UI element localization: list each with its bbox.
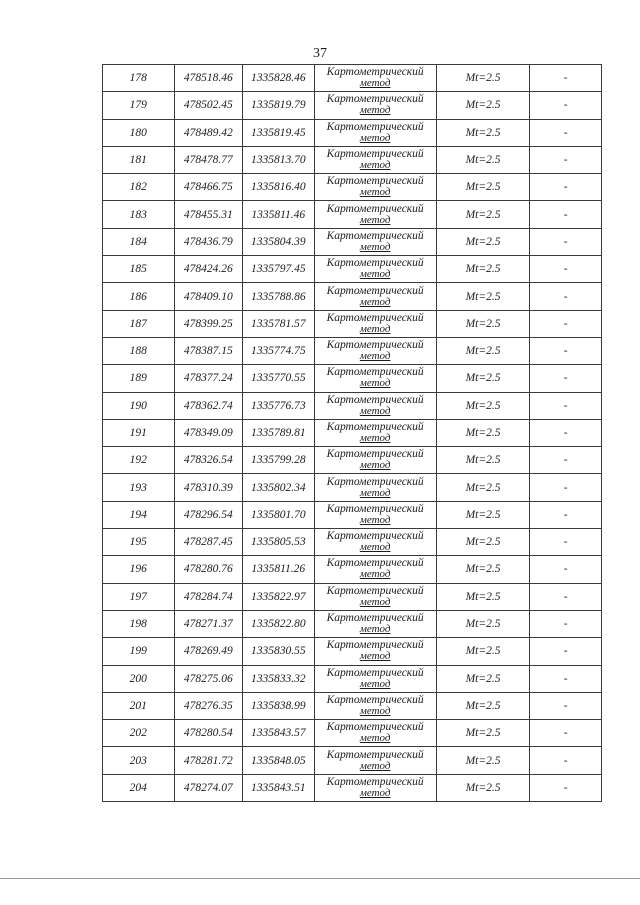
point-number-cell: 194	[103, 501, 175, 528]
y-coordinate-cell: 1335781.57	[243, 310, 315, 337]
table-row	[103, 665, 602, 692]
remark-cell: -	[530, 256, 602, 283]
y-coordinate-cell: 1335774.75	[243, 337, 315, 364]
method-sublabel: метод	[359, 268, 391, 281]
y-coordinate-cell: 1335819.45	[243, 119, 315, 146]
method-cell	[314, 65, 436, 92]
accuracy-cell: Mt=2.5	[436, 92, 530, 119]
accuracy-cell: Mt=2.5	[436, 337, 530, 364]
method-label: Картометрический	[326, 639, 424, 652]
accuracy-cell: Mt=2.5	[436, 365, 530, 392]
y-coordinate-cell: 1335811.26	[243, 556, 315, 583]
method-cell	[314, 529, 436, 556]
method-sublabel: метод	[359, 377, 391, 390]
x-coordinate-cell: 478296.54	[174, 501, 242, 528]
remark-cell: -	[530, 119, 602, 146]
x-coordinate-cell: 478377.24	[174, 365, 242, 392]
method-sublabel: метод	[359, 568, 391, 581]
remark-cell: -	[530, 283, 602, 310]
method-label: Картометрический	[326, 612, 424, 625]
method-label: Картометрический	[326, 748, 424, 761]
y-coordinate-cell: 1335822.97	[243, 583, 315, 610]
accuracy-cell: Mt=2.5	[436, 692, 530, 719]
accuracy-cell: Mt=2.5	[436, 529, 530, 556]
method-cell	[314, 337, 436, 364]
remark-cell: -	[530, 610, 602, 637]
accuracy-cell: Mt=2.5	[436, 556, 530, 583]
method-cell	[314, 283, 436, 310]
method-cell	[314, 501, 436, 528]
method-cell	[314, 583, 436, 610]
y-coordinate-cell: 1335813.70	[243, 146, 315, 173]
point-number-cell: 188	[103, 337, 175, 364]
method-cell	[314, 747, 436, 774]
table-row	[103, 610, 602, 637]
x-coordinate-cell: 478424.26	[174, 256, 242, 283]
x-coordinate-cell: 478274.07	[174, 774, 242, 801]
table-row	[103, 638, 602, 665]
accuracy-cell: Mt=2.5	[436, 774, 530, 801]
method-cell	[314, 610, 436, 637]
point-number-cell: 190	[103, 392, 175, 419]
method-sublabel: метод	[359, 459, 391, 472]
accuracy-cell: Mt=2.5	[436, 447, 530, 474]
remark-cell: -	[530, 65, 602, 92]
accuracy-cell: Mt=2.5	[436, 310, 530, 337]
point-number-cell: 187	[103, 310, 175, 337]
method-label: Картометрический	[326, 421, 424, 433]
table-row	[103, 310, 602, 337]
x-coordinate-cell: 478489.42	[174, 119, 242, 146]
x-coordinate-cell: 478281.72	[174, 747, 242, 774]
point-number-cell: 199	[103, 638, 175, 665]
table-row	[103, 92, 602, 119]
remark-cell: -	[530, 665, 602, 692]
x-coordinate-cell: 478466.75	[174, 174, 242, 201]
method-label: Картометрический	[326, 530, 424, 543]
method-cell	[314, 392, 436, 419]
remark-cell: -	[530, 447, 602, 474]
method-cell	[314, 692, 436, 719]
point-number-cell: 183	[103, 201, 175, 228]
method-sublabel: метод	[359, 541, 391, 554]
method-cell	[314, 92, 436, 119]
x-coordinate-cell: 478502.45	[174, 92, 242, 119]
table-row	[103, 720, 602, 747]
remark-cell: -	[530, 583, 602, 610]
accuracy-cell: Mt=2.5	[436, 65, 530, 92]
method-sublabel: метод	[359, 486, 391, 499]
method-cell	[314, 665, 436, 692]
method-label: Картометрический	[326, 366, 424, 379]
method-sublabel: метод	[359, 513, 391, 526]
x-coordinate-cell: 478271.37	[174, 610, 242, 637]
method-sublabel: метод	[359, 104, 391, 117]
y-coordinate-cell: 1335789.81	[243, 419, 315, 446]
accuracy-cell: Mt=2.5	[436, 474, 530, 501]
y-coordinate-cell: 1335811.46	[243, 201, 315, 228]
table-row	[103, 256, 602, 283]
method-sublabel: метод	[359, 77, 391, 90]
remark-cell: -	[530, 310, 602, 337]
accuracy-cell: Mt=2.5	[436, 665, 530, 692]
method-label: Картометрический	[326, 666, 424, 679]
remark-cell: -	[530, 720, 602, 747]
x-coordinate-cell: 478478.77	[174, 146, 242, 173]
table-row	[103, 447, 602, 474]
method-label: Картометрический	[326, 257, 424, 270]
method-cell	[314, 474, 436, 501]
method-label: Картометрический	[326, 229, 424, 242]
point-number-cell: 179	[103, 92, 175, 119]
accuracy-cell: Mt=2.5	[436, 392, 530, 419]
remark-cell: -	[530, 529, 602, 556]
remark-cell: -	[530, 556, 602, 583]
x-coordinate-cell: 478349.09	[174, 419, 242, 446]
accuracy-cell: Mt=2.5	[436, 201, 530, 228]
table-row	[103, 474, 602, 501]
y-coordinate-cell: 1335838.99	[243, 692, 315, 719]
method-cell	[314, 365, 436, 392]
method-sublabel: метод	[359, 704, 391, 717]
method-label: Картометрический	[326, 557, 424, 570]
table-row	[103, 501, 602, 528]
point-number-cell: 178	[103, 65, 175, 92]
point-number-cell: 203	[103, 747, 175, 774]
table-row	[103, 583, 602, 610]
remark-cell: -	[530, 337, 602, 364]
point-number-cell: 200	[103, 665, 175, 692]
method-cell	[314, 720, 436, 747]
table-row	[103, 529, 602, 556]
method-sublabel: метод	[359, 650, 391, 663]
y-coordinate-cell: 1335843.51	[243, 774, 315, 801]
method-label: Картометрический	[326, 311, 424, 324]
y-coordinate-cell: 1335828.46	[243, 65, 315, 92]
coordinates-table	[102, 64, 602, 802]
method-label: Картометрический	[326, 693, 424, 706]
point-number-cell: 204	[103, 774, 175, 801]
point-number-cell: 189	[103, 365, 175, 392]
method-sublabel: метод	[359, 350, 391, 363]
method-sublabel: метод	[359, 240, 391, 253]
x-coordinate-cell: 478310.39	[174, 474, 242, 501]
method-sublabel: метод	[359, 623, 391, 636]
remark-cell: -	[530, 419, 602, 446]
table-row	[103, 201, 602, 228]
footer-divider	[0, 878, 640, 879]
method-sublabel: метод	[359, 732, 391, 745]
table-row	[103, 556, 602, 583]
remark-cell: -	[530, 692, 602, 719]
y-coordinate-cell: 1335801.70	[243, 501, 315, 528]
method-cell	[314, 774, 436, 801]
accuracy-cell: Mt=2.5	[436, 228, 530, 255]
x-coordinate-cell: 478455.31	[174, 201, 242, 228]
method-sublabel: метод	[359, 759, 391, 772]
method-cell	[314, 310, 436, 337]
remark-cell: -	[530, 747, 602, 774]
x-coordinate-cell: 478409.10	[174, 283, 242, 310]
y-coordinate-cell: 1335805.53	[243, 529, 315, 556]
remark-cell: -	[530, 92, 602, 119]
x-coordinate-cell: 478326.54	[174, 447, 242, 474]
table-row	[103, 174, 602, 201]
y-coordinate-cell: 1335830.55	[243, 638, 315, 665]
table-row	[103, 65, 602, 92]
method-label: Картометрический	[326, 584, 424, 597]
table-row	[103, 283, 602, 310]
method-sublabel: метод	[359, 159, 391, 172]
table-row	[103, 365, 602, 392]
method-sublabel: метод	[359, 595, 391, 608]
method-cell	[314, 419, 436, 446]
accuracy-cell: Mt=2.5	[436, 419, 530, 446]
point-number-cell: 182	[103, 174, 175, 201]
remark-cell: -	[530, 474, 602, 501]
y-coordinate-cell: 1335848.05	[243, 747, 315, 774]
x-coordinate-cell: 478387.15	[174, 337, 242, 364]
x-coordinate-cell: 478399.25	[174, 310, 242, 337]
method-label: Картометрический	[326, 93, 424, 106]
method-sublabel: метод	[359, 131, 391, 144]
x-coordinate-cell: 478269.49	[174, 638, 242, 665]
point-number-cell: 196	[103, 556, 175, 583]
remark-cell: -	[530, 146, 602, 173]
y-coordinate-cell: 1335797.45	[243, 256, 315, 283]
remark-cell: -	[530, 365, 602, 392]
x-coordinate-cell: 478287.45	[174, 529, 242, 556]
method-label: Картометрический	[326, 175, 424, 188]
table-row	[103, 146, 602, 173]
accuracy-cell: Mt=2.5	[436, 283, 530, 310]
table-row	[103, 747, 602, 774]
remark-cell: -	[530, 228, 602, 255]
point-number-cell: 198	[103, 610, 175, 637]
point-number-cell: 197	[103, 583, 175, 610]
method-sublabel: метод	[359, 404, 391, 417]
y-coordinate-cell: 1335770.55	[243, 365, 315, 392]
method-label: Картометрический	[326, 339, 424, 352]
method-cell	[314, 174, 436, 201]
table-row	[103, 419, 602, 446]
point-number-cell: 181	[103, 146, 175, 173]
table-row	[103, 392, 602, 419]
accuracy-cell: Mt=2.5	[436, 583, 530, 610]
point-number-cell: 191	[103, 419, 175, 446]
x-coordinate-cell: 478436.79	[174, 228, 242, 255]
method-label: Картометрический	[326, 502, 424, 515]
point-number-cell: 202	[103, 720, 175, 747]
method-label: Картометрический	[326, 284, 424, 297]
y-coordinate-cell: 1335816.40	[243, 174, 315, 201]
method-sublabel: метод	[359, 186, 391, 199]
accuracy-cell: Mt=2.5	[436, 747, 530, 774]
table-row	[103, 337, 602, 364]
table-row	[103, 774, 602, 801]
table-row	[103, 692, 602, 719]
accuracy-cell: Mt=2.5	[436, 720, 530, 747]
method-label: Картометрический	[326, 475, 424, 488]
y-coordinate-cell: 1335776.73	[243, 392, 315, 419]
y-coordinate-cell: 1335843.57	[243, 720, 315, 747]
point-number-cell: 201	[103, 692, 175, 719]
coordinates-table-body	[103, 65, 602, 802]
x-coordinate-cell: 478518.46	[174, 65, 242, 92]
remark-cell: -	[530, 501, 602, 528]
remark-cell: -	[530, 174, 602, 201]
method-sublabel: метод	[359, 322, 391, 335]
method-label: Картометрический	[326, 721, 424, 734]
remark-cell: -	[530, 201, 602, 228]
x-coordinate-cell: 478284.74	[174, 583, 242, 610]
point-number-cell: 195	[103, 529, 175, 556]
point-number-cell: 185	[103, 256, 175, 283]
remark-cell: -	[530, 638, 602, 665]
y-coordinate-cell: 1335822.80	[243, 610, 315, 637]
method-sublabel: метод	[359, 213, 391, 226]
page-number: 37	[313, 46, 327, 61]
accuracy-cell: Mt=2.5	[436, 119, 530, 146]
method-sublabel: метод	[359, 786, 391, 799]
y-coordinate-cell: 1335819.79	[243, 92, 315, 119]
method-cell	[314, 556, 436, 583]
x-coordinate-cell: 478362.74	[174, 392, 242, 419]
y-coordinate-cell: 1335804.39	[243, 228, 315, 255]
method-cell	[314, 638, 436, 665]
accuracy-cell: Mt=2.5	[436, 638, 530, 665]
method-label: Картометрический	[326, 448, 424, 461]
accuracy-cell: Mt=2.5	[436, 174, 530, 201]
method-cell	[314, 447, 436, 474]
x-coordinate-cell: 478275.06	[174, 665, 242, 692]
point-number-cell: 184	[103, 228, 175, 255]
point-number-cell: 193	[103, 474, 175, 501]
method-cell	[314, 228, 436, 255]
point-number-cell: 180	[103, 119, 175, 146]
method-label: Картометрический	[326, 202, 424, 215]
accuracy-cell: Mt=2.5	[436, 146, 530, 173]
method-label: Картометрический	[326, 393, 424, 406]
y-coordinate-cell: 1335833.32	[243, 665, 315, 692]
method-cell	[314, 146, 436, 173]
method-label: Картометрический	[326, 775, 424, 788]
method-cell	[314, 256, 436, 283]
table-row	[103, 119, 602, 146]
accuracy-cell: Mt=2.5	[436, 610, 530, 637]
accuracy-cell: Mt=2.5	[436, 501, 530, 528]
method-label: Картометрический	[326, 66, 424, 79]
method-sublabel: метод	[359, 432, 391, 444]
method-label: Картометрический	[326, 120, 424, 133]
method-label: Картометрический	[326, 148, 424, 161]
table-row	[103, 228, 602, 255]
y-coordinate-cell: 1335788.86	[243, 283, 315, 310]
method-sublabel: метод	[359, 677, 391, 690]
point-number-cell: 192	[103, 447, 175, 474]
y-coordinate-cell: 1335802.34	[243, 474, 315, 501]
x-coordinate-cell: 478280.76	[174, 556, 242, 583]
method-cell	[314, 201, 436, 228]
method-sublabel: метод	[359, 295, 391, 308]
x-coordinate-cell: 478276.35	[174, 692, 242, 719]
remark-cell: -	[530, 392, 602, 419]
point-number-cell: 186	[103, 283, 175, 310]
method-cell	[314, 119, 436, 146]
y-coordinate-cell: 1335799.28	[243, 447, 315, 474]
remark-cell: -	[530, 774, 602, 801]
x-coordinate-cell: 478280.54	[174, 720, 242, 747]
accuracy-cell: Mt=2.5	[436, 256, 530, 283]
